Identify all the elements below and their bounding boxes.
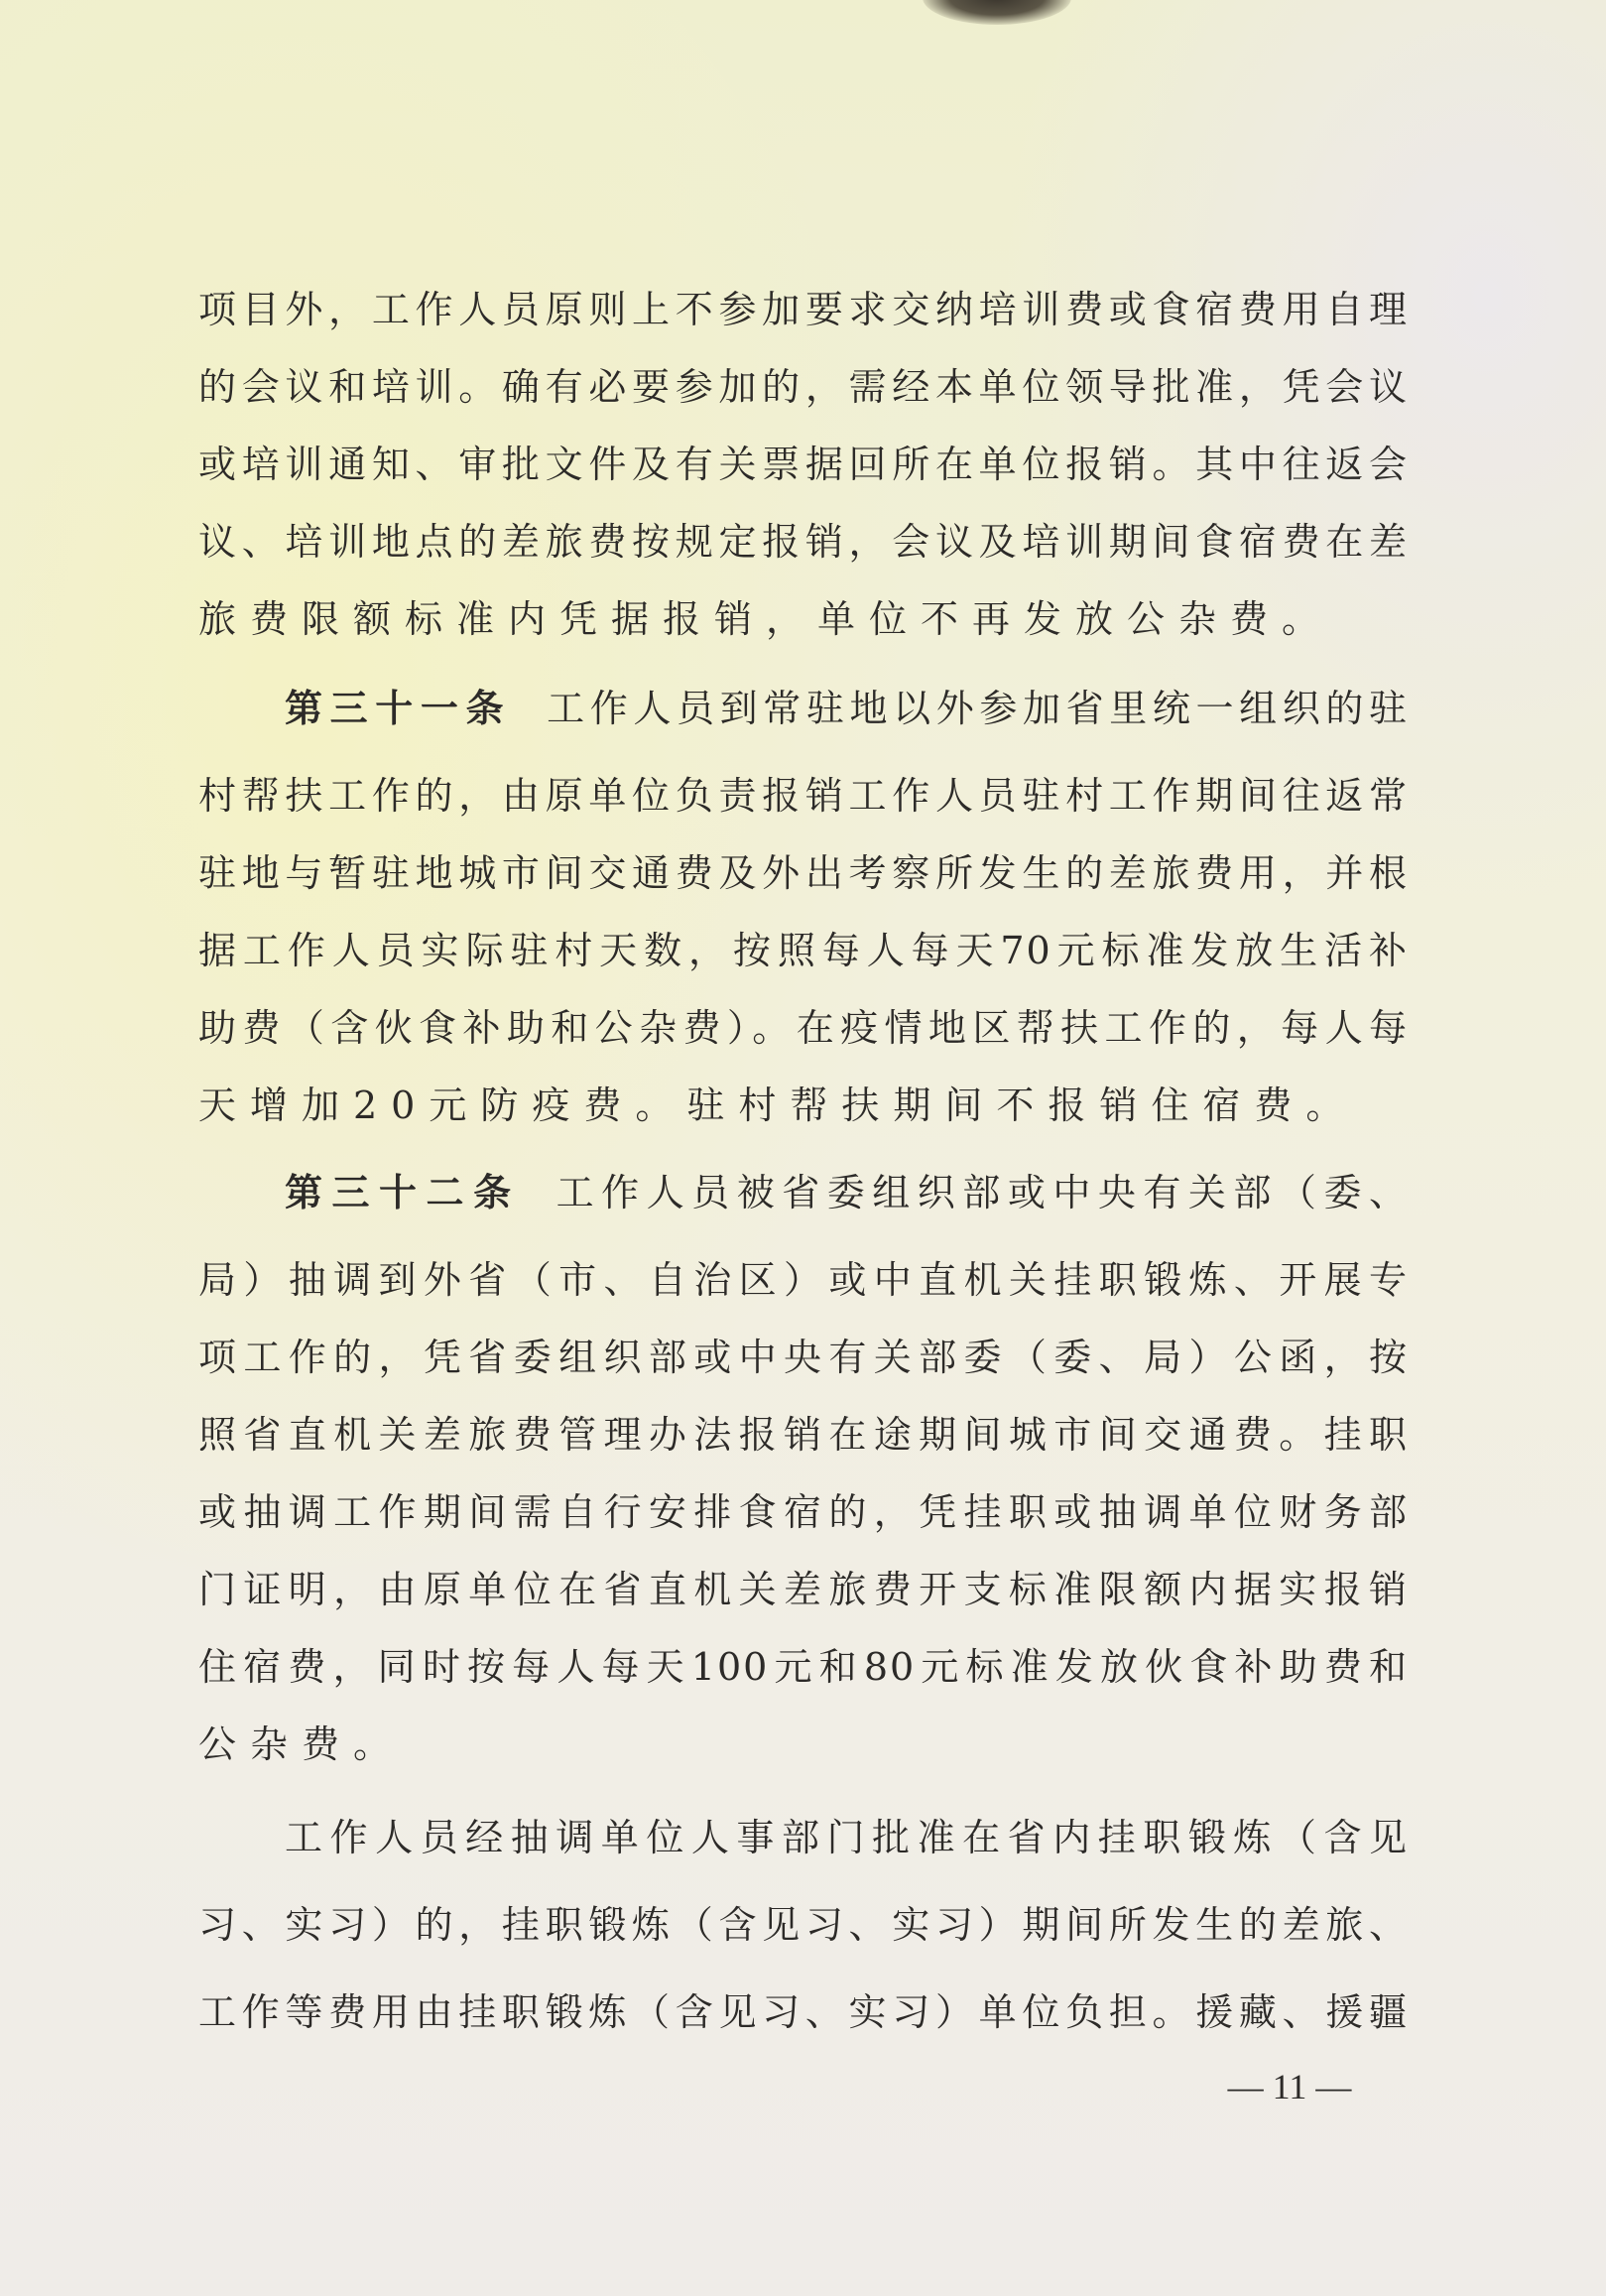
text-line: 照省直机关差旅费管理办法报销在途期间城市间交通费。挂职 [198,1413,1409,1457]
text-line: 的会议和培训。确有必要参加的，需经本单位领导批准，凭会议 [198,365,1409,409]
text-line: 局）抽调到外省（市、自治区）或中直机关挂职锻炼、开展专 [198,1258,1409,1302]
text-line: 公杂费。 [198,1722,406,1766]
text-line: 门证明，由原单位在省直机关差旅费开支标准限额内据实报销 [198,1568,1409,1611]
text-line: 习、实习）的，挂职锻炼（含见习、实习）期间所发生的差旅、 [198,1903,1409,1947]
text-line: 工作人员到常驻地以外参加省里统一组织的驻 [547,687,1409,730]
text-line: 旅费限额标准内凭据报销，单位不再发放公杂费。 [198,597,1334,641]
text-line: 工作人员经抽调单位人事部门批准在省内挂职锻炼（含见 [285,1816,1409,1859]
text-line: 工作等费用由挂职锻炼（含见习、实习）单位负担。援藏、援疆 [198,1990,1409,2034]
article-31-number: 第三十一条 [285,687,512,730]
text-line: 项工作的，凭省委组织部或中央有关部委（委、局）公函，按 [198,1336,1409,1379]
text-line: 工作人员被省委组织部或中央有关部（委、 [556,1171,1409,1214]
text-line: 或培训通知、审批文件及有关票据回所在单位报销。其中往返会 [198,443,1409,486]
article-32-first-line [285,1163,1409,1222]
article-32-number: 第三十二条 [285,1171,521,1214]
text-line: 据工作人员实际驻村天数，按照每人每天70元标准发放生活补 [198,929,1409,972]
text-line: 驻地与暂驻地城市间交通费及外出考察所发生的差旅费用，并根 [198,851,1409,895]
text-line: 助费（含伙食补助和公杂费）。在疫情地区帮扶工作的，每人每 [198,1006,1409,1050]
article-31-first-line [285,679,1409,738]
text-line: 住宿费，同时按每人每天100元和80元标准发放伙食补助费和 [198,1645,1409,1689]
text-line: 或抽调工作期间需自行安排食宿的，凭挂职或抽调单位财务部 [198,1490,1409,1534]
text-line: 议、培训地点的差旅费按规定报销，会议及培训期间食宿费在差 [198,520,1409,564]
text-line: 天增加20元防疫费。驻村帮扶期间不报销住宿费。 [198,1084,1358,1127]
page-number: — 11 — [1227,2067,1352,2106]
text-line: 项目外，工作人员原则上不参加要求交纳培训费或食宿费用自理 [198,288,1409,331]
text-line: 村帮扶工作的，由原单位负责报销工作人员驻村工作期间往返常 [198,774,1409,818]
